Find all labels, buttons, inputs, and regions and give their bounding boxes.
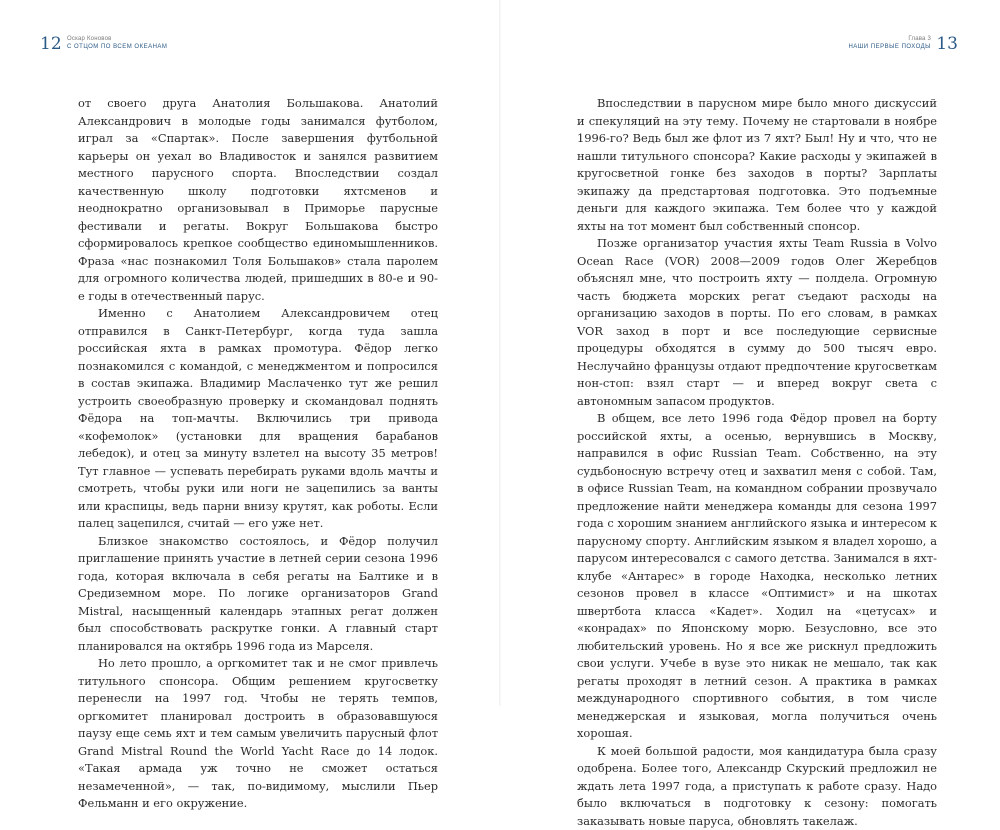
right-page bbox=[500, 0, 1000, 706]
paragraph: Впоследствии в парусном мире было много дискуссий и спекуляций на эту тему. Почему не стартовали в ноябре 1996-го? Ведь был же флот из 7 яхт? Был! Ну и что, что не нашли титульного спонсора? Какие расходы у экипажей в кругосветной гонке без заходов в порты? Зарплаты экипажу да предстартовая подготовка. Это подъемные деньги для каждого экипажа. Тем более что у каждой яхты на тот момент был собственный спонсор. bbox=[577, 95, 937, 235]
left-page bbox=[0, 0, 500, 706]
paragraph: Близкое знакомство состоялось, и Фёдор получил приглашение принять участие в летней серии сезона 1996 года, которая включала в себя регаты на Балтике и в Средиземном море. По логике организаторов Grand Mistral, насыщенный календарь этапных регат должен был способствовать раскрутке гонки. А главный старт планировался на октябрь 1996 года из Марселя. bbox=[78, 533, 438, 656]
page-number: 12 bbox=[40, 34, 62, 54]
paragraph: Именно с Анатолием Александровичем отец отправился в Санкт-Петербург, когда туда зашла российская яхта в рамках промотура. Фёдор легко познакомился с командой, с менеджментом и попросился в состав экипажа. Владимир Маслаченко тут же решил устроить своеобразную проверку и скомандовал поднять Фёдора на топ-мачты. Включились три привода «кофемолок» (установки для вращения барабанов лебедок), и отец за минуту взлетел на высоту 35 метров! Тут главное — успевать перебирать руками вдоль мачты и смотреть, чтобы руки или ноги не зацепились за ванты или краспицы, ведь парни внизу крутят, как роботы. Если палец зацепился, считай — его уже нет. bbox=[78, 305, 438, 533]
page-number: 13 bbox=[936, 34, 958, 54]
chapter-title: НАШИ ПЕРВЫЕ ПОХОДЫ bbox=[848, 43, 931, 51]
book-title: С ОТЦОМ ПО ВСЕМ ОКЕАНАМ bbox=[67, 43, 167, 51]
paragraph: В общем, все лето 1996 года Фёдор провел на борту российской яхты, а осенью, вернувшись в Москву, направился в офис Russian Team. Собственно, на эту судьбоносную встречу отец и захватил меня с собой. Там, в офисе Russian Team, на командном собрании прозвучало предложение найти менеджера команды для сезона 1997 года с хорошим знанием английского языка и интересом к парусному спорту. Английским языком я владел хорошо, а парусом интересовался с самого детства. Занимался в яхт-клубе «Антарес» в городе Находка, несколько летних сезонов провел в классе «Оптимист» и на шкотах швертбота класса «Кадет». Ходил на «цетусах» и «конрадах» по Японскому морю. Безусловно, все это любительский уровень. Но я все же рискнул предложить свои услуги. Учебе в вузе это никак не мешало, так как регаты проходят в летний сезон. А практика в рамках международного спортивного события, в том числе менеджерская и языковая, могла получиться очень хорошая. bbox=[577, 410, 937, 743]
paragraph: от своего друга Анатолия Большакова. Анатолий Александрович в молодые годы занимался футболом, играл за «Спартак». После завершения футбольной карьеры он уехал во Владивосток и занялся развитием местного парусного спорта. Впоследствии создал качественную школу подготовки яхтсменов и неоднократно организовывал в Приморье парусные фестивали и регаты. Вокруг Большакова быстро сформировалось крепкое сообщество единомышленников. Фраза «нас познакомил Толя Большаков» стала паролем для огромного количества людей, пришедших в 80-е и 90-е годы в отечественный парус. bbox=[78, 95, 438, 305]
author-name: Оскар Коновов bbox=[67, 35, 167, 43]
running-header bbox=[848, 35, 931, 51]
chapter-label: Глава 3 bbox=[848, 35, 931, 43]
paragraph: Позже организатор участия яхты Team Russia в Volvo Ocean Race (VOR) 2008—2009 годов Олег Жеребцов объяснял мне, что построить яхту — полдела. Огромную часть бюджета морских регат съедают расходы на организацию заходов в порты. По его словам, в рамках VOR заход в порт и все последующие сервисные процедуры обходятся в сумму до 500 тысяч евро. Неслучайно французы отдают предпочтение кругосветкам нон-стоп: взял старт — и вперед вокруг света с автономным запасом продуктов. bbox=[577, 235, 937, 410]
paragraph: Но лето прошло, а оргкомитет так и не смог привлечь титульного спонсора. Общим решением кругосветку перенесли на 1997 год. Чтобы не терять темпов, оргкомитет планировал достроить в образовавшуюся паузу еще семь яхт и тем самым увеличить парусный флот Grand Mistral Round the World Yacht Race до 14 лодок. «Такая армада уж точно не сможет остаться незамеченной», — так, по-видимому, мыслили Пьер Фельманн и его окружение. bbox=[78, 655, 438, 813]
body-text bbox=[577, 95, 937, 830]
running-header bbox=[67, 35, 167, 51]
paragraph: К моей большой радости, моя кандидатура была сразу одобрена. Более того, Александр Скурский предложил не ждать лета 1997 года, а приступать к работе сразу. Надо было включаться в подготовку к сезону: помогать заказывать новые паруса, обновлять такелаж. bbox=[577, 743, 937, 830]
body-text bbox=[78, 95, 438, 813]
